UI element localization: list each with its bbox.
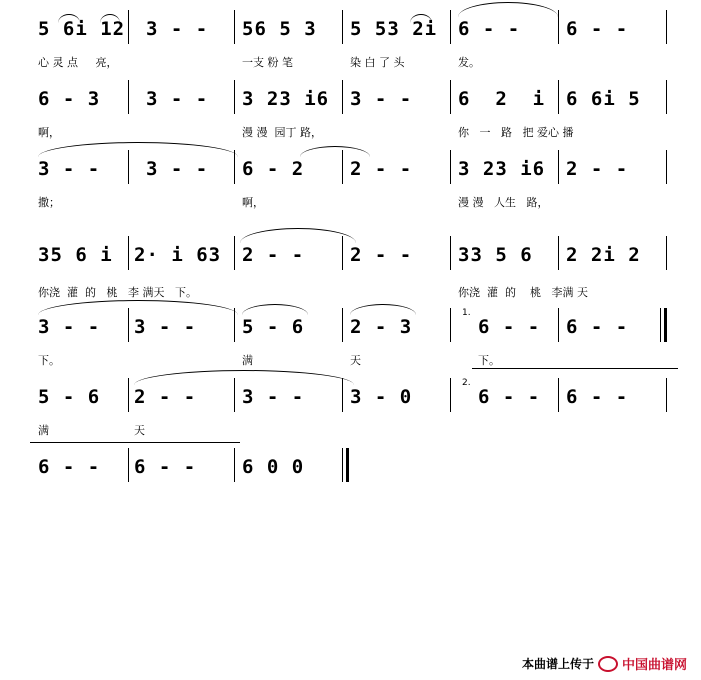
lyric: 漫 漫 人生 路，: [458, 196, 549, 209]
volta-1-label: 1.: [462, 308, 471, 318]
volta-2-label: 2.: [462, 378, 471, 388]
measure: 3 - -: [146, 158, 209, 180]
measure: 6 - -: [38, 456, 101, 478]
measure: 6 - -: [458, 18, 521, 40]
measure: 5 - 6: [242, 316, 305, 338]
measure: 6 - 3: [38, 88, 101, 110]
measure: 3 - -: [146, 18, 209, 40]
measure: 2 2i 2: [566, 244, 641, 266]
measure: 6 - -: [478, 386, 541, 408]
tie-arc: [240, 228, 356, 243]
final-barline: [346, 448, 349, 482]
measure: 2 - -: [242, 244, 305, 266]
measure: 2 - -: [350, 158, 413, 180]
measure: 6 - -: [478, 316, 541, 338]
measure: 3 - -: [146, 88, 209, 110]
slur-arc: [100, 14, 120, 23]
site-name[interactable]: 中国曲谱网: [621, 658, 687, 673]
lyric: 满: [242, 354, 253, 367]
measure: 6 6i 5: [566, 88, 641, 110]
credit-text: 本曲谱上传于: [521, 657, 594, 671]
slur-arc: [350, 304, 416, 315]
slur-arc: [58, 14, 80, 23]
measure: 2· i 63: [134, 244, 222, 266]
lyric: 你 一 路 把 爱心 播: [458, 126, 574, 139]
tie-arc: [458, 2, 558, 17]
measure: 2 - -: [350, 244, 413, 266]
measure: 3 - -: [134, 316, 197, 338]
site-logo-icon: [598, 656, 618, 672]
tie-arc: [30, 442, 240, 453]
measure: 2 - -: [566, 158, 629, 180]
lyric: 你浇 灌 的 桃 李满 天: [458, 286, 588, 299]
upload-credit: [522, 654, 687, 673]
lyric: 下。: [478, 354, 500, 367]
volta-bracket: [472, 368, 678, 381]
measure: 6 - -: [134, 456, 197, 478]
measure: 35 6 i: [38, 244, 113, 266]
tie-arc: [134, 370, 354, 385]
measure: 5 6i 12: [38, 18, 126, 40]
lyric: 撒；: [38, 196, 60, 209]
measure: 3 23 i6: [242, 88, 330, 110]
lyric: 染 白 了 头: [350, 56, 405, 69]
lyric: 啊，: [38, 126, 60, 139]
measure: 2 - -: [134, 386, 197, 408]
tie-arc: [38, 300, 238, 315]
measure: 5 53 2i: [350, 18, 438, 40]
measure: 3 - -: [38, 316, 101, 338]
measure: 56 5 3: [242, 18, 317, 40]
lyric: 天: [350, 354, 361, 367]
tie-arc: [38, 142, 238, 157]
repeat-end-barline: [664, 308, 667, 342]
measure: 2 - 3: [350, 316, 413, 338]
lyric: 满: [38, 424, 49, 437]
measure: 3 - -: [38, 158, 101, 180]
measure: 6 - -: [566, 386, 629, 408]
measure: 6 2 i: [458, 88, 546, 110]
lyric: 心 灵 点 亮，: [38, 56, 118, 69]
lyric: 漫 漫 园丁 路，: [242, 126, 322, 139]
lyric: 你浇 灌 的 桃 李 满天 下。: [38, 286, 197, 299]
slur-arc: [410, 14, 432, 23]
measure: 3 23 i6: [458, 158, 546, 180]
measure: 3 - -: [350, 88, 413, 110]
measure: 3 - -: [242, 386, 305, 408]
measure: 5 - 6: [38, 386, 101, 408]
measure: 6 - -: [566, 18, 629, 40]
lyric: 一支 粉 笔: [242, 56, 293, 69]
lyric: 发。: [458, 56, 480, 69]
measure: 33 5 6: [458, 244, 533, 266]
lyric: 啊，: [242, 196, 264, 209]
measure: 6 - 2: [242, 158, 305, 180]
measure: 6 - -: [566, 316, 629, 338]
tie-arc: [300, 146, 370, 157]
measure: 6 0 0: [242, 456, 305, 478]
lyric: 下。: [38, 354, 60, 367]
measure: 3 - 0: [350, 386, 413, 408]
lyric: 天: [134, 424, 145, 437]
slur-arc: [242, 304, 308, 315]
